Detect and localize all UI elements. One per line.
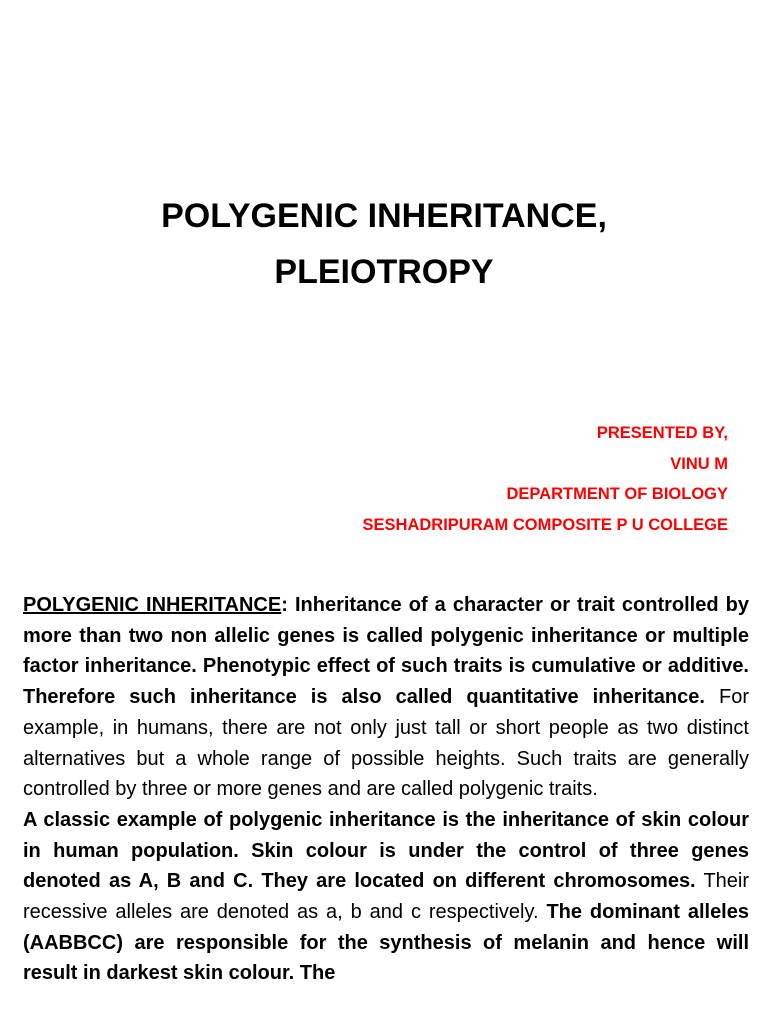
title-line-1: POLYGENIC INHERITANCE, <box>161 197 607 235</box>
presenter-college: SESHADRIPURAM COMPOSITE P U COLLEGE <box>362 515 728 534</box>
classic-example-text: A classic example of polygenic inheritance is the inheritance of skin colour in human population. Skin colour is under the control of three genes denoted as A, B and C. They are located on different chromosomes. <box>23 808 749 893</box>
presenter-block <box>363 418 728 540</box>
body-paragraph <box>23 590 749 989</box>
term-colon: : <box>281 594 288 616</box>
slide-title <box>0 188 768 300</box>
title-line-2: PLEIOTROPY <box>274 253 494 291</box>
term-heading <box>23 594 288 616</box>
term-underlined: POLYGENIC INHERITANCE <box>23 594 282 616</box>
presented-by-label: PRESENTED BY, <box>596 424 728 442</box>
presenter-name: VINU M <box>670 454 728 473</box>
dominant-alleles-text: The dominant alleles (AABBCC) are responsible for the synthesis of melanin and hence will result in darkest skin colour. The <box>23 901 749 985</box>
example-text: For example, in humans, there are not only just tall or short people as two distinct alternatives but a whole range of possible heights. Such traits are generally controlled by three or more genes and are called polygenic traits. <box>23 686 749 801</box>
definition-text: Inheritance of a character or trait controlled by more than two non allelic genes is called polygenic inheritance or multiple factor inheritance. Phenotypic effect of such traits is cumulative or additive. Therefore such inheritance is also called quantitative inheritance. <box>23 594 749 709</box>
presenter-department: DEPARTMENT OF BIOLOGY <box>506 485 728 503</box>
recessive-alleles-text: Their recessive alleles are denoted as a, b and c respectively. <box>23 870 750 924</box>
